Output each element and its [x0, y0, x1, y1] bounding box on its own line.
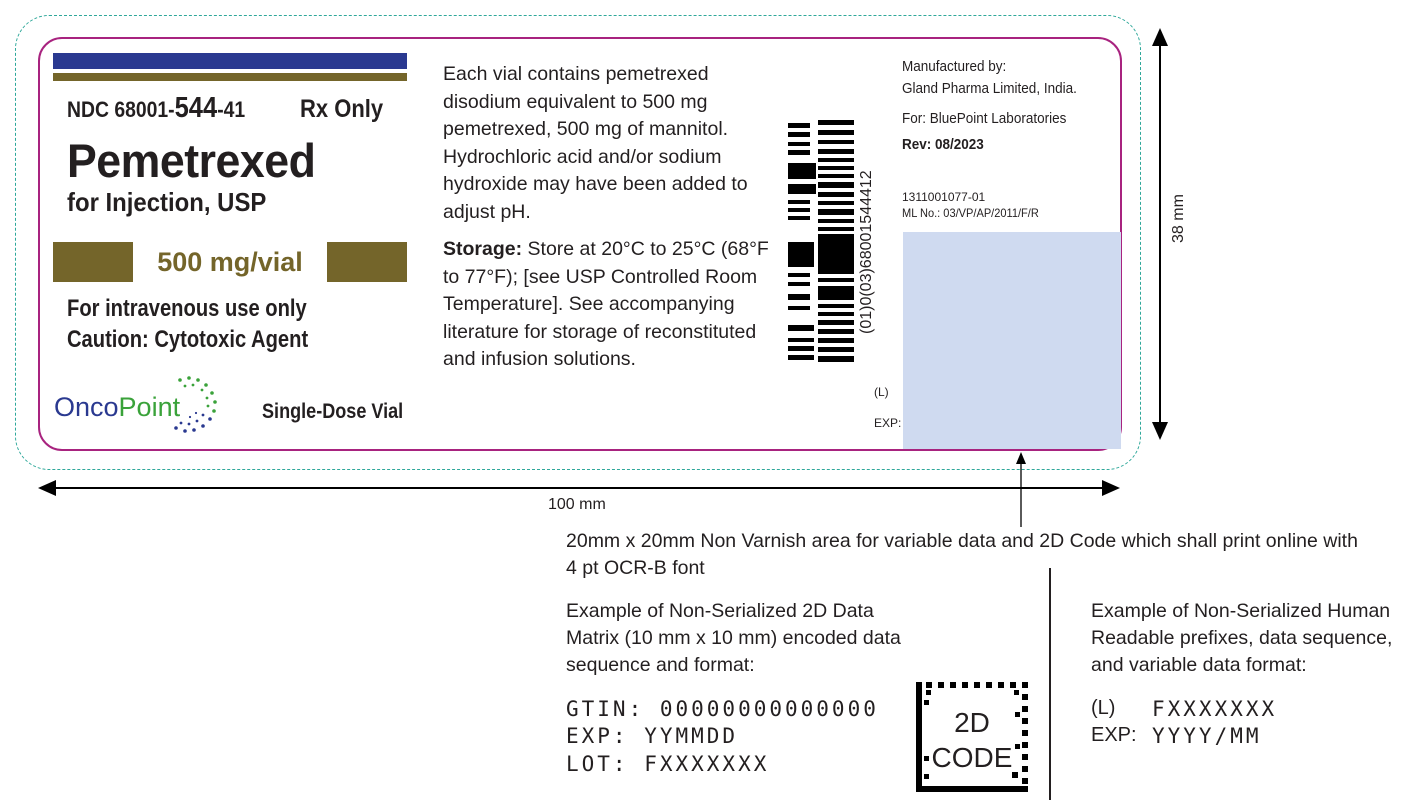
- item-code: 1311001077-01: [902, 190, 986, 204]
- arrow-left-icon: [38, 480, 56, 496]
- arrow-right-icon: [1102, 480, 1120, 496]
- distributor: For: BluePoint Laboratories: [902, 110, 1067, 127]
- example-2d-note: Example of Non-Serialized 2D Data Matrix (10 mm x 10 mm) encoded data sequence and format:: [566, 600, 901, 676]
- logo-text-onco: Onco: [54, 392, 119, 422]
- barcode-human-readable: (01)0(03)68001544412: [858, 170, 875, 334]
- ndc-prefix: NDC 68001-: [67, 97, 175, 122]
- two-d-code-label-line1: 2D: [954, 707, 990, 738]
- hr-lot-value: FXXXXXXX: [1152, 697, 1278, 721]
- logo-text-point: Point: [118, 392, 181, 422]
- rx-only: Rx Only: [300, 95, 384, 123]
- height-dimension: 38 mm: [1170, 194, 1187, 243]
- arrow-down-icon: [1152, 422, 1168, 440]
- example-exp: EXP: YYMMDD: [566, 724, 739, 748]
- divider-line: [1049, 568, 1051, 800]
- manufacturer-label: Manufactured by:: [902, 58, 1007, 75]
- ml-number: ML No.: 03/VP/AP/2011/F/R: [902, 206, 1039, 220]
- example-gtin: GTIN: 00000000000000: [566, 697, 879, 721]
- composition-text: Each vial contains pemetrexed disodium equivalent to 500 mg pemetrexed, 500 mg of mannitol. Hydrochloric acid and/or sodium hydroxide may have been added to adjust pH.: [443, 63, 748, 223]
- width-dimension: 100 mm: [548, 496, 606, 513]
- storage-label: Storage:: [443, 238, 523, 260]
- ndc-product-code: 544: [174, 92, 218, 124]
- drug-name: Pemetrexed: [67, 134, 316, 187]
- example-human-readable-note: Example of Non-Serialized Human Readable prefixes, data sequence, and variable data format:: [1091, 600, 1393, 676]
- strength: 500 mg/vial: [133, 242, 327, 282]
- non-varnish-note: 20mm x 20mm Non Varnish area for variable data and 2D Code which shall print online with 4 pt OCR-B font: [566, 530, 1358, 579]
- two-d-code-label-line2: CODE: [931, 742, 1013, 773]
- ndc-suffix: -41: [217, 97, 246, 122]
- two-d-code-label: [916, 705, 1028, 775]
- pointer-arrow-icon: [1016, 452, 1026, 464]
- storage-instructions: Store at 20°C to 25°C (68°F to 77°F); [see USP Controlled Room Temperature]. See accompanying literature for storage of reconstituted and infusion solutions.: [443, 238, 769, 370]
- single-dose-vial: Single-Dose Vial: [262, 400, 404, 423]
- hr-exp-prefix: EXP:: [1091, 724, 1137, 746]
- route-of-administration: For intravenous use only: [67, 295, 307, 322]
- lot-prefix: (L): [874, 385, 889, 399]
- hr-exp-value: YYYY/MM: [1152, 724, 1262, 748]
- arrow-up-icon: [1152, 28, 1168, 46]
- drug-form: for Injection, USP: [67, 187, 267, 217]
- manufacturer-name: Gland Pharma Limited, India.: [902, 80, 1077, 97]
- exp-prefix: EXP:: [874, 416, 902, 430]
- cytotoxic-caution: Caution: Cytotoxic Agent: [67, 326, 309, 353]
- revision-date: Rev: 08/2023: [902, 136, 984, 153]
- example-lot: LOT: FXXXXXXX: [566, 752, 770, 776]
- hr-lot-prefix: (L): [1091, 697, 1116, 719]
